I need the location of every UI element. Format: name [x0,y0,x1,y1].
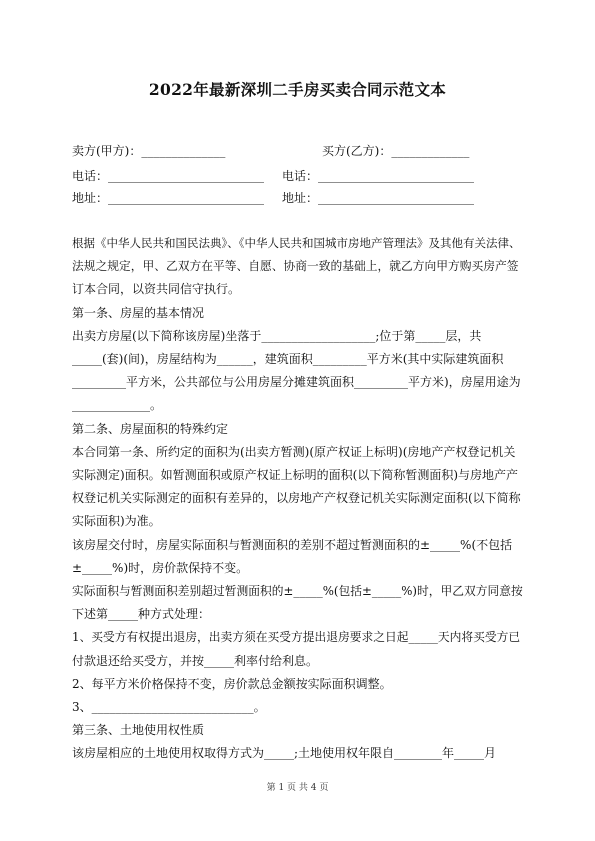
article-2-line-8: 下述第_____种方式处理： [72,607,211,622]
article-1-line-4: _____________。 [72,398,163,413]
intro-line-3: 订本合同，以资共同信守执行。 [72,282,241,297]
contract-body [72,232,524,766]
option-1-line-1: 1、买受方有权提出退房，出卖方须在买受方提出退房要求之日起_____天内将买受方已 [72,630,521,645]
article-3-heading: 第三条、土地使用权性质 [72,723,205,738]
article-1-line-3: _________平方米，公共部位与公用房屋分摊建筑面积_________平方米)，房屋用途为 [72,375,521,390]
seller-field: 卖方(甲方)：______________ [72,144,226,158]
option-3-line: 3、___________________________。 [72,700,266,715]
document-title: 2022年最新深圳二手房买卖合同示范文本 [148,80,447,99]
article-2-line-3: 权登记机关实际测定的面积有差异的，以房地产产权登记机关实际测定面积(以下简称 [72,491,521,506]
buyer-address-field: 地址：__________________________ [282,191,475,205]
article-2-line-6: ±_____%)时，房价款保持不变。 [72,560,249,575]
option-1-line-2: 付款退还给买受方，并按_____利率付给利息。 [72,653,319,668]
intro-line-2: 法规之规定，甲、乙双方在平等、自愿、协商一致的基础上，就乙方向甲方购买房产签 [72,259,519,274]
article-2-heading: 第二条、房屋面积的特殊约定 [72,421,229,436]
buyer-field: 买方(乙方)：_____________ [322,144,470,158]
article-2-line-2: 实际测定)面积。如暂测面积或原产权证上标明的面积(以下简称暂测面积)与房地产产 [72,468,519,483]
article-2-line-5: 该房屋交付时，房屋实际面积与暂测面积的差别不超过暂测面积的±_____%(不包括 [72,537,513,552]
article-2-line-4: 实际面积)为准。 [72,514,161,529]
article-2-line-7: 实际面积与暂测面积差别超过暂测面积的±_____%(包括±_____%)时，甲乙双方同意按 [72,584,523,599]
article-1-heading: 第一条、房屋的基本情况 [72,305,205,320]
article-3-line-1: 该房屋相应的土地使用权取得方式为_____;土地使用权年限自________年_____月 [72,746,497,761]
page-footer: 第 1 页 共 4 页 [266,783,329,793]
intro-line-1: 根据《中华人民共和国民法典》、《中华人民共和国城市房地产管理法》及其他有关法律、 [72,236,521,250]
buyer-phone-field: 电话：__________________________ [282,169,475,183]
article-2-line-1: 本合同第一条、所约定的面积为(出卖方暂测)(原产权证上标明)(房地产产权登记机关 [72,444,516,459]
seller-phone-field: 电话：__________________________ [72,169,265,183]
article-1-line-1: 出卖方房屋(以下简称该房屋)坐落于___________________;位于第_____层，共 [72,328,482,343]
seller-address-field: 地址：__________________________ [72,191,265,205]
article-1-line-2: _____(套)(间)，房屋结构为______，建筑面积_________平方米(其中实际建筑面积 [72,352,504,367]
option-2-line: 2、每平方米价格保持不变，房价款总金额按实际面积调整。 [72,676,392,691]
